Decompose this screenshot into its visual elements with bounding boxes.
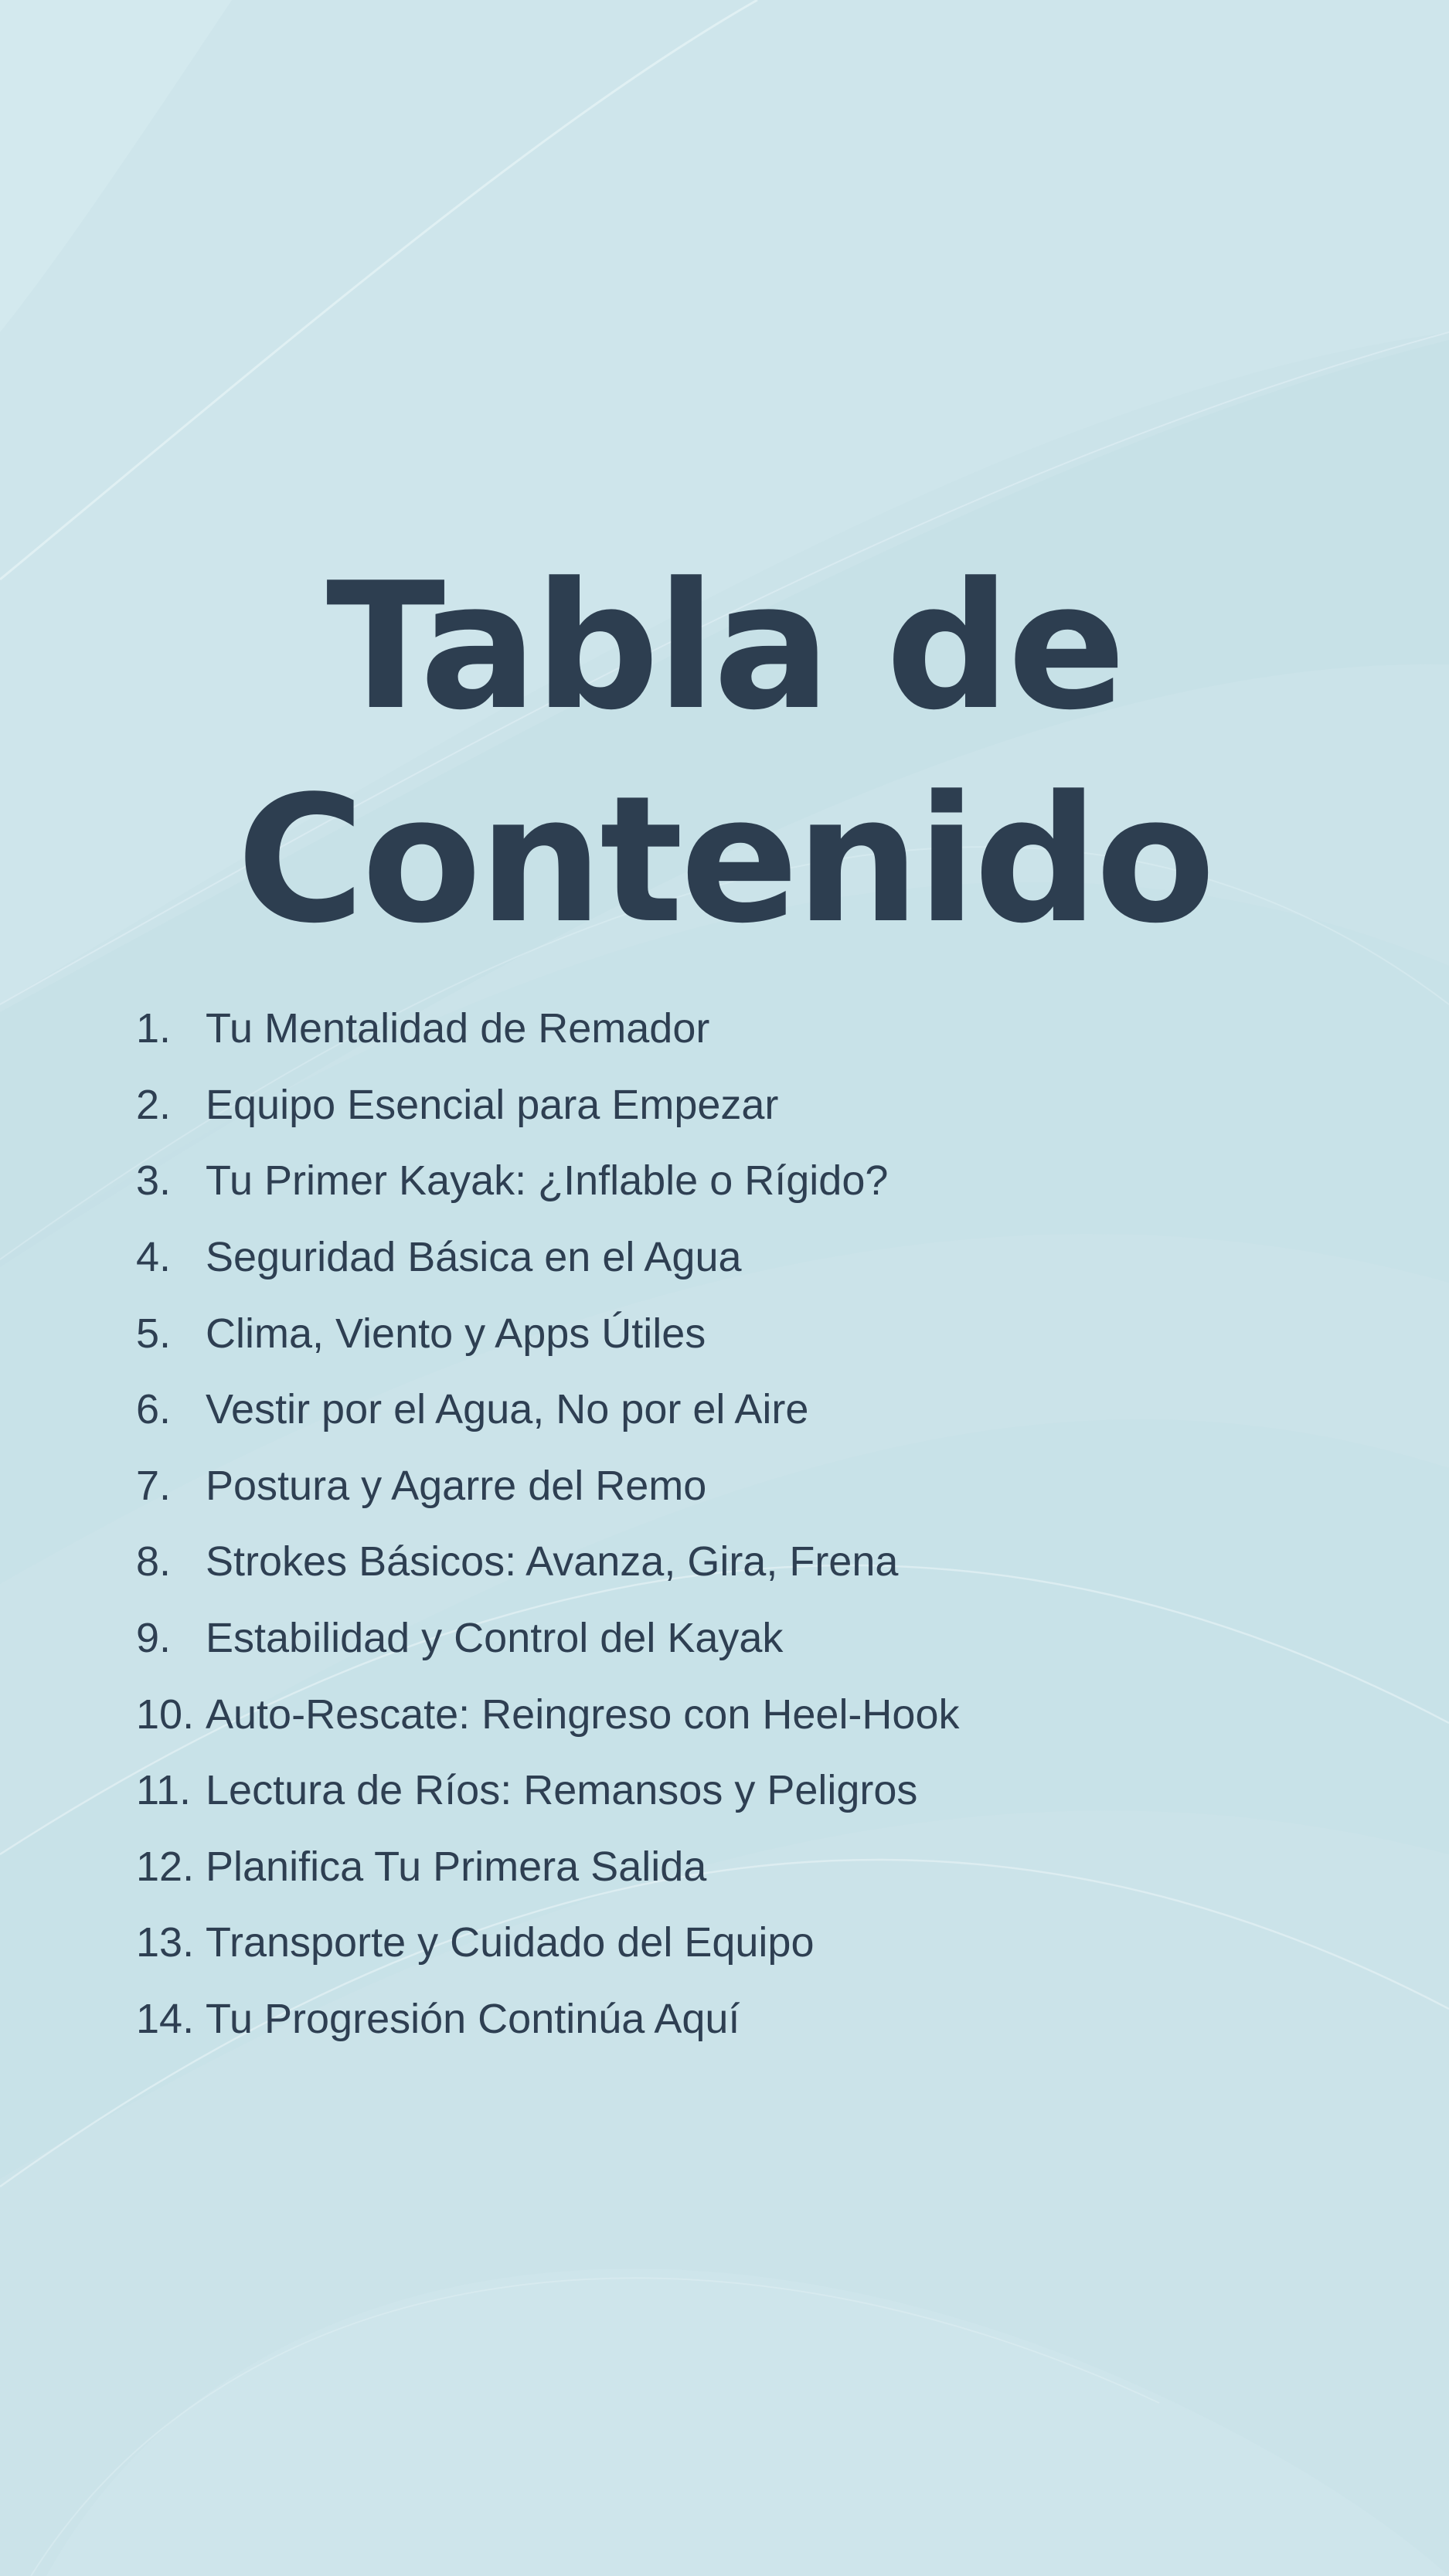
toc-item-number: 7.	[136, 1462, 172, 1509]
toc-item-text: Clima, Viento y Apps Útiles	[206, 1310, 706, 1357]
toc-item-number: 5.	[136, 1310, 172, 1357]
toc-item	[136, 1600, 1295, 1677]
page-title	[0, 541, 1449, 967]
toc-item	[136, 1981, 1295, 2058]
toc-item	[136, 1752, 1295, 1829]
toc-item-number: 6.	[136, 1386, 172, 1433]
toc-item	[136, 1067, 1295, 1144]
toc-item-text: Equipo Esencial para Empezar	[206, 1081, 779, 1128]
toc-item	[136, 1676, 1295, 1752]
toc-item	[136, 1371, 1295, 1448]
toc-item	[136, 1905, 1295, 1981]
table-of-contents	[136, 991, 1295, 2057]
toc-item-number: 2.	[136, 1081, 172, 1128]
toc-item-number: 13.	[136, 1919, 195, 1966]
toc-item-text: Vestir por el Agua, No por el Aire	[206, 1386, 809, 1433]
toc-item-text: Tu Progresión Continúa Aquí	[206, 1996, 740, 2043]
toc-item	[136, 1295, 1295, 1371]
toc-item-text: Tu Mentalidad de Remador	[206, 1005, 710, 1052]
toc-item-text: Planifica Tu Primera Salida	[206, 1843, 707, 1890]
toc-item-number: 12.	[136, 1843, 195, 1890]
toc-item-number: 3.	[136, 1157, 172, 1205]
toc-item-text: Postura y Agarre del Remo	[206, 1462, 707, 1509]
toc-item-number: 4.	[136, 1234, 172, 1281]
toc-item-text: Seguridad Básica en el Agua	[206, 1234, 742, 1281]
toc-item	[136, 1829, 1295, 1905]
toc-item-number: 14.	[136, 1996, 195, 2043]
toc-item-text: Transporte y Cuidado del Equipo	[206, 1919, 815, 1966]
title-line-2: Contenido	[236, 759, 1213, 962]
title-line-1: Tabla de	[325, 545, 1124, 749]
toc-item	[136, 1448, 1295, 1524]
toc-item-text: Auto-Rescate: Reingreso con Heel-Hook	[206, 1691, 960, 1738]
toc-item-number: 10.	[136, 1691, 195, 1738]
toc-item	[136, 1143, 1295, 1219]
toc-item-number: 11.	[136, 1767, 192, 1814]
toc-item-text: Estabilidad y Control del Kayak	[206, 1615, 784, 1662]
toc-item-number: 1.	[136, 1005, 172, 1052]
toc-item-text: Strokes Básicos: Avanza, Gira, Frena	[206, 1538, 899, 1585]
toc-item-number: 8.	[136, 1538, 172, 1585]
toc-item	[136, 991, 1295, 1067]
toc-item	[136, 1219, 1295, 1296]
toc-item-text: Lectura de Ríos: Remansos y Peligros	[206, 1767, 918, 1814]
toc-item-number: 9.	[136, 1615, 172, 1662]
toc-item	[136, 1524, 1295, 1600]
toc-item-text: Tu Primer Kayak: ¿Inflable o Rígido?	[206, 1157, 889, 1205]
